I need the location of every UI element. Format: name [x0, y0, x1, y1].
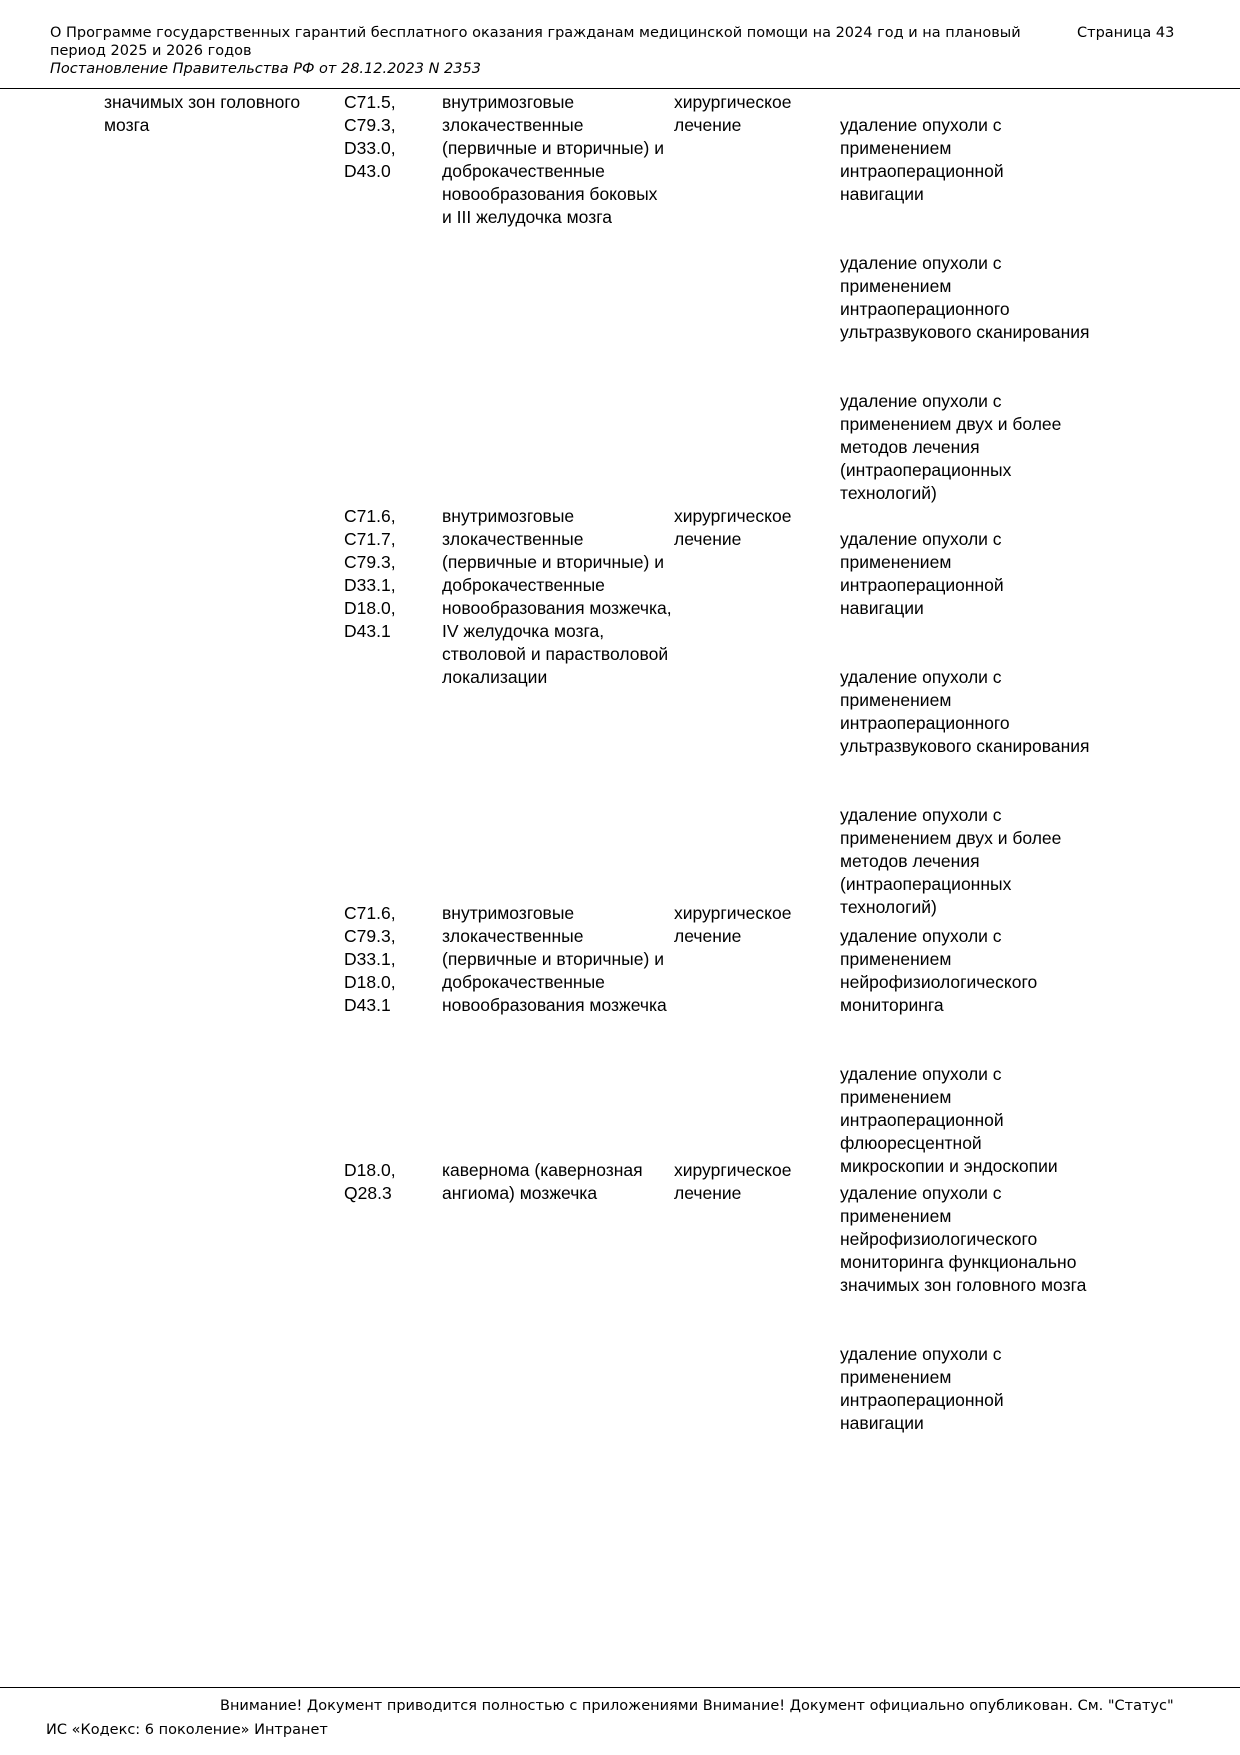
treatment-cell: хирургическое лечение [674, 92, 792, 135]
methods-cell [840, 91, 1090, 551]
codes-cell: C71.6, C71.7, C79.3, D33.1, D18.0, D43.1 [344, 506, 396, 641]
codes-cell: D18.0, Q28.3 [344, 1160, 396, 1203]
method-item: удаление опухоли с применением интраоперационной флюоресцентной микроскопии и эндоскопии [840, 1064, 1058, 1176]
method-item: удаление опухоли с применением нейрофизиологического мониторинга [840, 926, 1038, 1015]
method-item: удаление опухоли с применением интраоперационной навигации [840, 115, 1004, 204]
method-item: удаление опухоли с применением нейрофизиологического мониторинга функционально значимых зон головного мозга [840, 1183, 1087, 1295]
codes-cell: C71.5, C79.3, D33.0, D43.0 [344, 92, 396, 181]
method-item: удаление опухоли с применением двух и более методов лечения (интраоперационных технологий) [840, 805, 1062, 917]
method-item: удаление опухоли с применением интраоперационного ультразвукового сканирования [840, 667, 1090, 756]
treatment-cell: хирургическое лечение [674, 506, 792, 549]
treatment-cell: хирургическое лечение [674, 1160, 792, 1203]
treatment-cell: хирургическое лечение [674, 903, 792, 946]
codes-cell: C71.6, C79.3, D33.1, D18.0, D43.1 [344, 903, 396, 1015]
method-item: удаление опухоли с применением двух и более методов лечения (интраоперационных технологий) [840, 391, 1062, 503]
continued-name-cell: значимых зон головного мозга [104, 92, 301, 135]
page-number: Страница 43 [1077, 25, 1175, 41]
diagnosis-cell: кавернома (кавернозная ангиома) мозжечка [442, 1160, 643, 1203]
document-title: О Программе государственных гарантий бесплатного оказания гражданам медицинской помощи на 2024 год и на плановый период 2025 и 2026 годов [50, 25, 1021, 59]
footer-notice: Внимание! Документ приводится полностью с приложениями Внимание! Документ официально опубликован. См. "Статус" [220, 1698, 1174, 1714]
document-subtitle: Постановление Правительства РФ от 28.12.2023 N 2353 [50, 61, 481, 77]
method-item: удаление опухоли с применением интраоперационной навигации [840, 529, 1004, 618]
diagnosis-cell: внутримозговые злокачественные (первичные и вторичные) и доброкачественные новообразования мозжечка, IV желудочка мозга, стволовой и парастволовой локализации [442, 506, 672, 687]
header-divider [0, 88, 1240, 89]
diagnosis-cell: внутримозговые злокачественные (первичные и вторичные) и доброкачественные новообразования мозжечка [442, 903, 667, 1015]
diagnosis-cell: внутримозговые злокачественные (первичные и вторичные) и доброкачественные новообразования боковых и III желудочка мозга [442, 92, 664, 227]
methods-cell [840, 1159, 1090, 1481]
footer-system-name: ИС «Кодекс: 6 поколение» Интранет [46, 1722, 328, 1738]
method-item: удаление опухоли с применением интраоперационной навигации [840, 1344, 1004, 1433]
methods-cell [840, 505, 1090, 965]
method-item: удаление опухоли с применением интраоперационного ультразвукового сканирования [840, 253, 1090, 342]
footer-divider [0, 1687, 1240, 1688]
